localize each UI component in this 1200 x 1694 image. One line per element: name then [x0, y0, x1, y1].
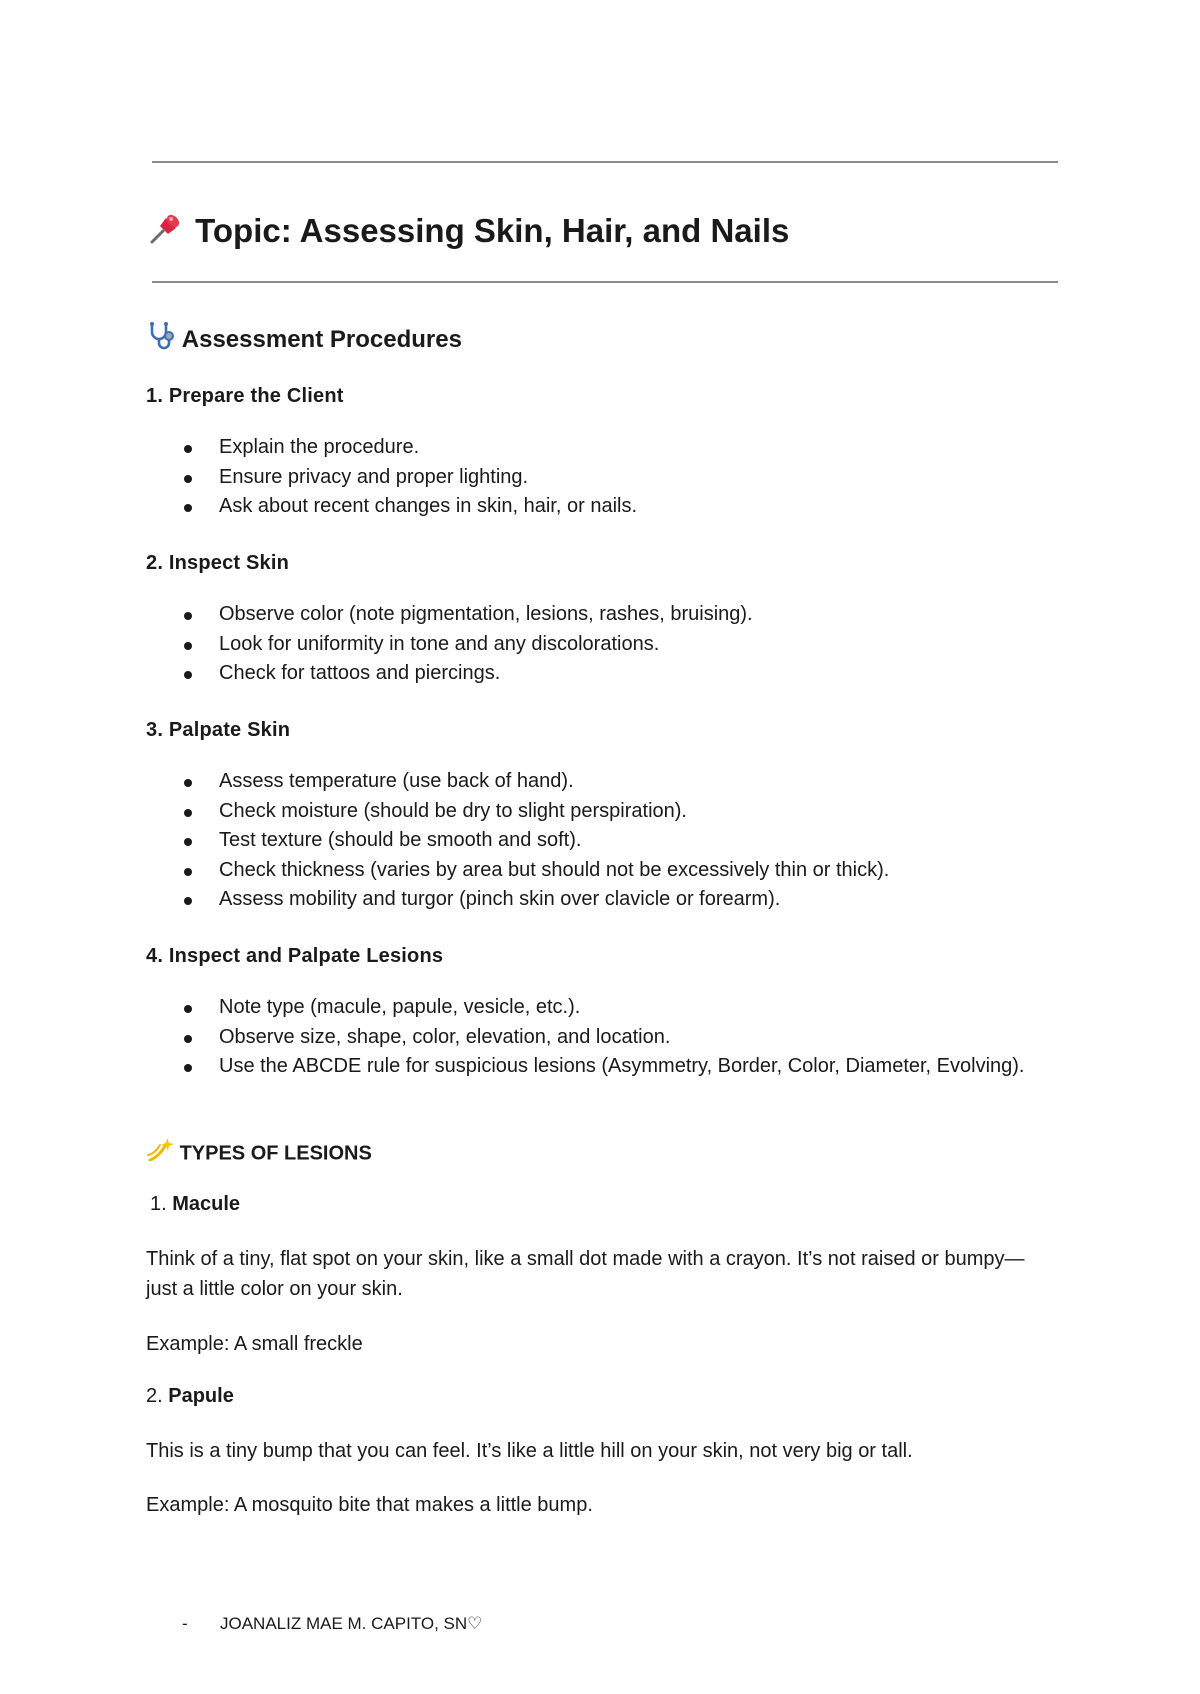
bullet-icon [184, 504, 192, 512]
bullet-icon [184, 642, 192, 650]
bullet-icon [184, 445, 192, 453]
list-item: Observe color (note pigmentation, lesions, rashes, bruising). [146, 600, 1046, 630]
lesion-2-description: This is a tiny bump that you can feel. It’s like a little hill on your skin, not very big or tall. [146, 1440, 913, 1462]
title-text: Topic: Assessing Skin, Hair, and Nails [195, 212, 790, 250]
bullet-icon [184, 1035, 192, 1043]
section-heading-procedures [146, 321, 462, 360]
lesion-2-example: Example: A mosquito bite that makes a little bump. [146, 1494, 593, 1516]
bullet-icon [184, 1064, 192, 1072]
bullet-icon [184, 1005, 192, 1013]
list-item: Check moisture (should be dry to slight perspiration). [146, 797, 1046, 827]
author-footer [182, 1612, 482, 1636]
bullet-icon [184, 779, 192, 787]
section-1-heading: 1. Prepare the Client [146, 385, 344, 407]
list-item: Check thickness (varies by area but should not be excessively thin or thick). [146, 856, 1046, 886]
author-name: JOANALIZ MAE M. CAPITO, SN♡ [220, 1614, 483, 1633]
bullet-icon [184, 838, 192, 846]
section-3-heading: 3. Palpate Skin [146, 719, 291, 741]
section-4-heading: 4. Inspect and Palpate Lesions [146, 945, 444, 967]
list-item: Observe size, shape, color, elevation, and location. [146, 1023, 1046, 1053]
title-divider [152, 281, 1058, 283]
list-item: Assess temperature (use back of hand). [146, 767, 1046, 797]
footer-dash: - [182, 1614, 188, 1633]
procedures-heading-text: Assessment Procedures [181, 325, 462, 353]
list-item: Look for uniformity in tone and any discolorations. [146, 630, 1046, 660]
section-2-list [146, 600, 1046, 689]
list-item: Assess mobility and turgor (pinch skin over clavicle or forearm). [146, 885, 1046, 915]
lesion-1-heading: 1. Macule [150, 1193, 241, 1215]
stethoscope-icon [146, 321, 176, 360]
bullet-icon [184, 809, 192, 817]
section-4-list [146, 993, 1046, 1082]
list-item: Explain the procedure. [146, 433, 1046, 463]
top-divider [152, 161, 1058, 163]
section-2-heading: 2. Inspect Skin [146, 552, 290, 574]
lesion-1-example: Example: A small freckle [146, 1333, 363, 1355]
section-heading-lesions [146, 1136, 372, 1172]
list-item: Use the ABCDE rule for suspicious lesions (Asymmetry, Border, Color, Diameter, Evolving). [146, 1052, 1046, 1082]
bullet-icon [184, 897, 192, 905]
list-item: Ask about recent changes in skin, hair, or nails. [146, 492, 1046, 522]
list-item: Test texture (should be smooth and soft). [146, 826, 1046, 856]
list-item: Ensure privacy and proper lighting. [146, 463, 1046, 493]
bullet-icon [184, 612, 192, 620]
lesions-heading-text: TYPES OF LESIONS [179, 1142, 372, 1165]
section-1-list [146, 433, 1046, 522]
list-item: Check for tattoos and piercings. [146, 659, 1046, 689]
lesion-2-heading: 2. Papule [146, 1385, 234, 1407]
list-item: Note type (macule, papule, vesicle, etc.). [146, 993, 1046, 1023]
section-3-list [146, 767, 1046, 915]
bullet-icon [184, 671, 192, 679]
page-title [146, 208, 789, 259]
pushpin-icon [146, 208, 186, 259]
lesion-1-description: Think of a tiny, flat spot on your skin, like a small dot made with a crayon. It’s not raised or bumpy—just a little color on your skin. [146, 1248, 1025, 1300]
bullet-icon [184, 475, 192, 483]
dizzy-sparkle-icon [146, 1136, 174, 1172]
bullet-icon [184, 868, 192, 876]
